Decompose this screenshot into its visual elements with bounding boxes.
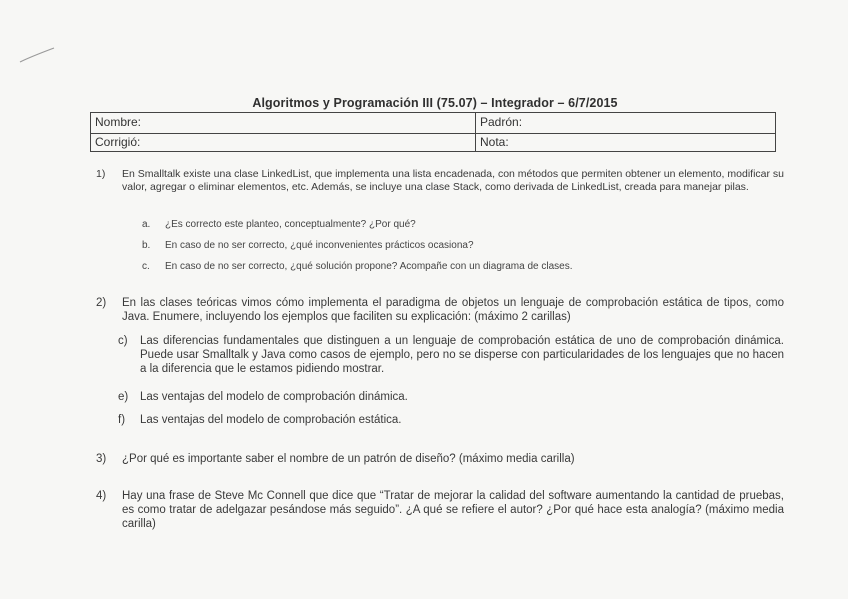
item-text: En caso de no ser correcto, ¿qué inconvenientes prácticos ocasiona?: [165, 240, 474, 251]
question-text: En las clases teóricas vimos cómo implementa el paradigma de objetos un lenguaje de comprobación estática de tipos, como Java. Enumere, incluyendo los ejemplos que faciliten su explicación: (máximo 2 carillas): [122, 297, 784, 323]
pen-mark: [18, 44, 58, 66]
question-text: ¿Por qué es importante saber el nombre de un patrón de diseño? (máximo media carilla): [122, 453, 575, 465]
item-text: Las ventajas del modelo de comprobación estática.: [140, 414, 402, 426]
padron-label: Padrón:: [480, 115, 523, 129]
item-letter: e): [118, 391, 129, 403]
item-letter: f): [118, 414, 126, 426]
item-letter: c.: [142, 261, 150, 272]
item-text: ¿Es correcto este planteo, conceptualmente? ¿Por qué?: [165, 219, 416, 230]
question-text: Hay una frase de Steve Mc Connell que dice que “Tratar de mejorar la calidad del software aumentando la cantidad de pruebas, es como tratar de adelgazar pesándose más seguido”. ¿A qué se refiere el autor? ¿Por qué hace esta analogía? (máximo media carilla): [122, 490, 784, 530]
item-text: Las diferencias fundamentales que distinguen a un lenguaje de comprobación estática de uno de comprobación dinámica. Puede usar Smalltalk y Java como casos de ejemplo, pero no se disperse con particularidades de los lenguajes que no hacen a la diferencia que le estamos pidiendo mostrar.: [140, 335, 784, 375]
exam-title: Algoritmos y Programación III (75.07) – Integrador – 6/7/2015: [252, 96, 618, 110]
student-info-table: [90, 112, 776, 152]
question-text: En Smalltalk existe una clase LinkedList, que implementa una lista encadenada, con métodos que permiten obtener un elemento, modificar su valor, agregar o eliminar elementos, etc. Además, se incluye una clase Stack, como derivada de LinkedList, creada para manejar pilas.: [122, 168, 784, 193]
item-text: Las ventajas del modelo de comprobación dinámica.: [140, 391, 408, 403]
info-row-2: [91, 133, 775, 153]
table-divider: [475, 113, 476, 151]
question-number: 3): [96, 453, 107, 465]
item-letter: a.: [142, 219, 151, 230]
item-letter: b.: [142, 240, 151, 251]
question-number: 4): [96, 490, 107, 502]
question-number: 2): [96, 297, 107, 309]
item-text: En caso de no ser correcto, ¿qué solución propone? Acompañe con un diagrama de clases.: [165, 261, 573, 272]
info-row-1: [91, 113, 775, 134]
item-letter: c): [118, 335, 128, 347]
question-number: 1): [96, 168, 106, 180]
corrigio-label: Corrigió:: [95, 135, 141, 149]
nombre-label: Nombre:: [95, 115, 142, 129]
nota-label: Nota:: [480, 135, 509, 149]
